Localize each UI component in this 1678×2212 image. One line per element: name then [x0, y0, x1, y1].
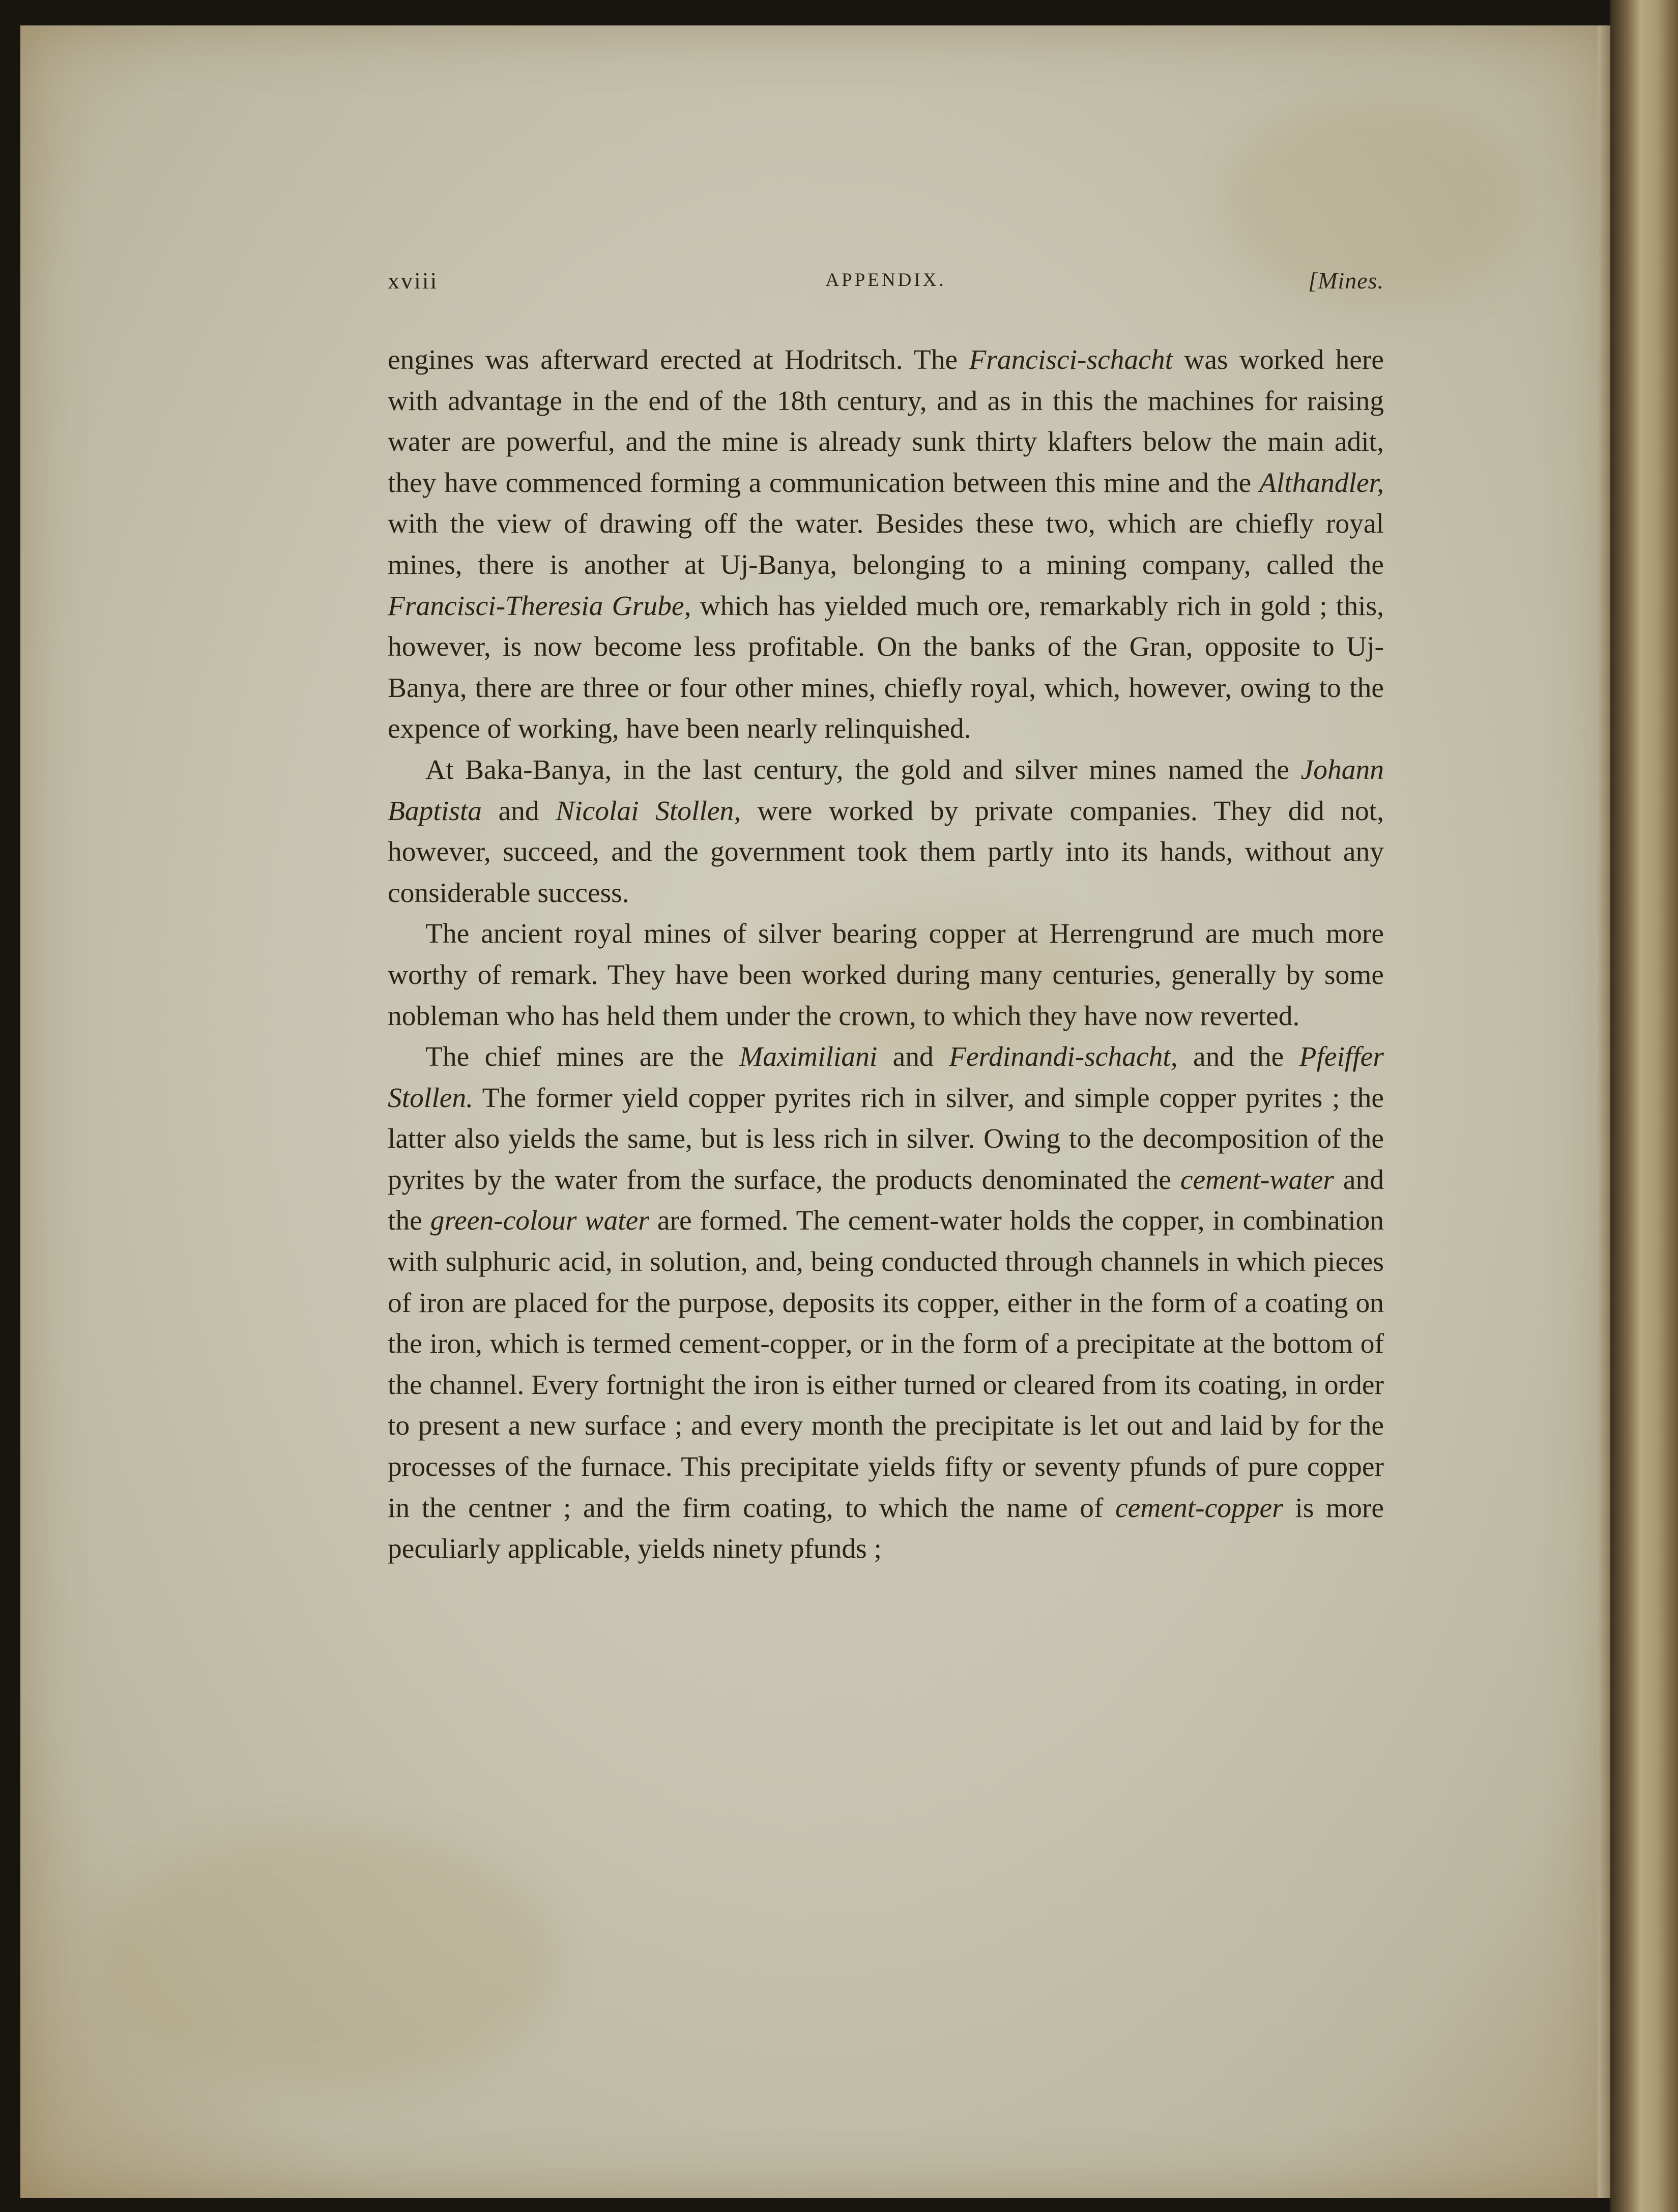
book-spine	[1610, 0, 1678, 2212]
page-edge	[1598, 25, 1610, 2198]
paragraph: The chief mines are the Maximiliani and Ferdinandi-schacht, and the Pfeiffer Stollen. The former yield copper pyrites rich in silver, and simple copper pyrites ; the latter also yields the same, but is less rich in silver. Owing to the decomposition of the pyrites by the water from the surface, the products denominated the cement-water and the green-colour water are formed. The cement-water holds the copper, in combination with sulphuric acid, in solution, and, being conducted through channels in which pieces of iron are placed for the purpose, deposits its copper, either in the form of a coating on the iron, which is termed cement-copper, or in the form of a precipitate at the bottom of the channel. Every fortnight the iron is either turned or cleared from its coating, in order to present a new surface ; and every month the precipitate is let out and laid by for the processes of the furnace. This precipitate yields fifty or seventy pfunds of pure copper in the centner ; and the firm coating, to which the name of cement-copper is more peculiarly applicable, yields ninety pfunds ;	[388, 1041, 1384, 1565]
running-header	[388, 267, 1384, 303]
paragraph: The ancient royal mines of silver bearing copper at Herrengrund are much more worthy of remark. They have been worked during many centuries, generally by some nobleman who has held them under the crown, to which they have now reverted.	[388, 918, 1384, 1032]
paragraph: engines was afterward erected at Hodritsch. The Francisci-schacht was worked here with advantage in the end of the 18th century, and as in this the machines for raising water are powerful, and the mine is already sunk thirty klafters below the main adit, they have commenced forming a communication between this mine and the Althandler, with the view of drawing off the water. Besides these two, which are chiefly royal mines, there is another at Uj-Banya, belonging to a mining company, called the Francisci-Theresia Grube, which has yielded much ore, remarkably rich in gold ; this, however, is now become less profitable. On the banks of the Gran, opposite to Uj-Banya, there are three or four other mines, chiefly royal, which, however, owing to the expence of working, have been nearly relinquished.	[388, 344, 1384, 745]
body-text	[388, 340, 1384, 1570]
paper-stain	[102, 1831, 560, 2086]
page-number: xviii	[388, 268, 439, 294]
running-title: APPENDIX.	[825, 270, 946, 290]
paragraph: At Baka-Banya, in the last century, the gold and silver mines named the Johann Baptista and Nicolai Stollen, were worked by private companies. They did not, however, succeed, and the government took them partly into its hands, without any considerable success.	[388, 754, 1384, 909]
section-title: [Mines.	[1308, 268, 1384, 294]
